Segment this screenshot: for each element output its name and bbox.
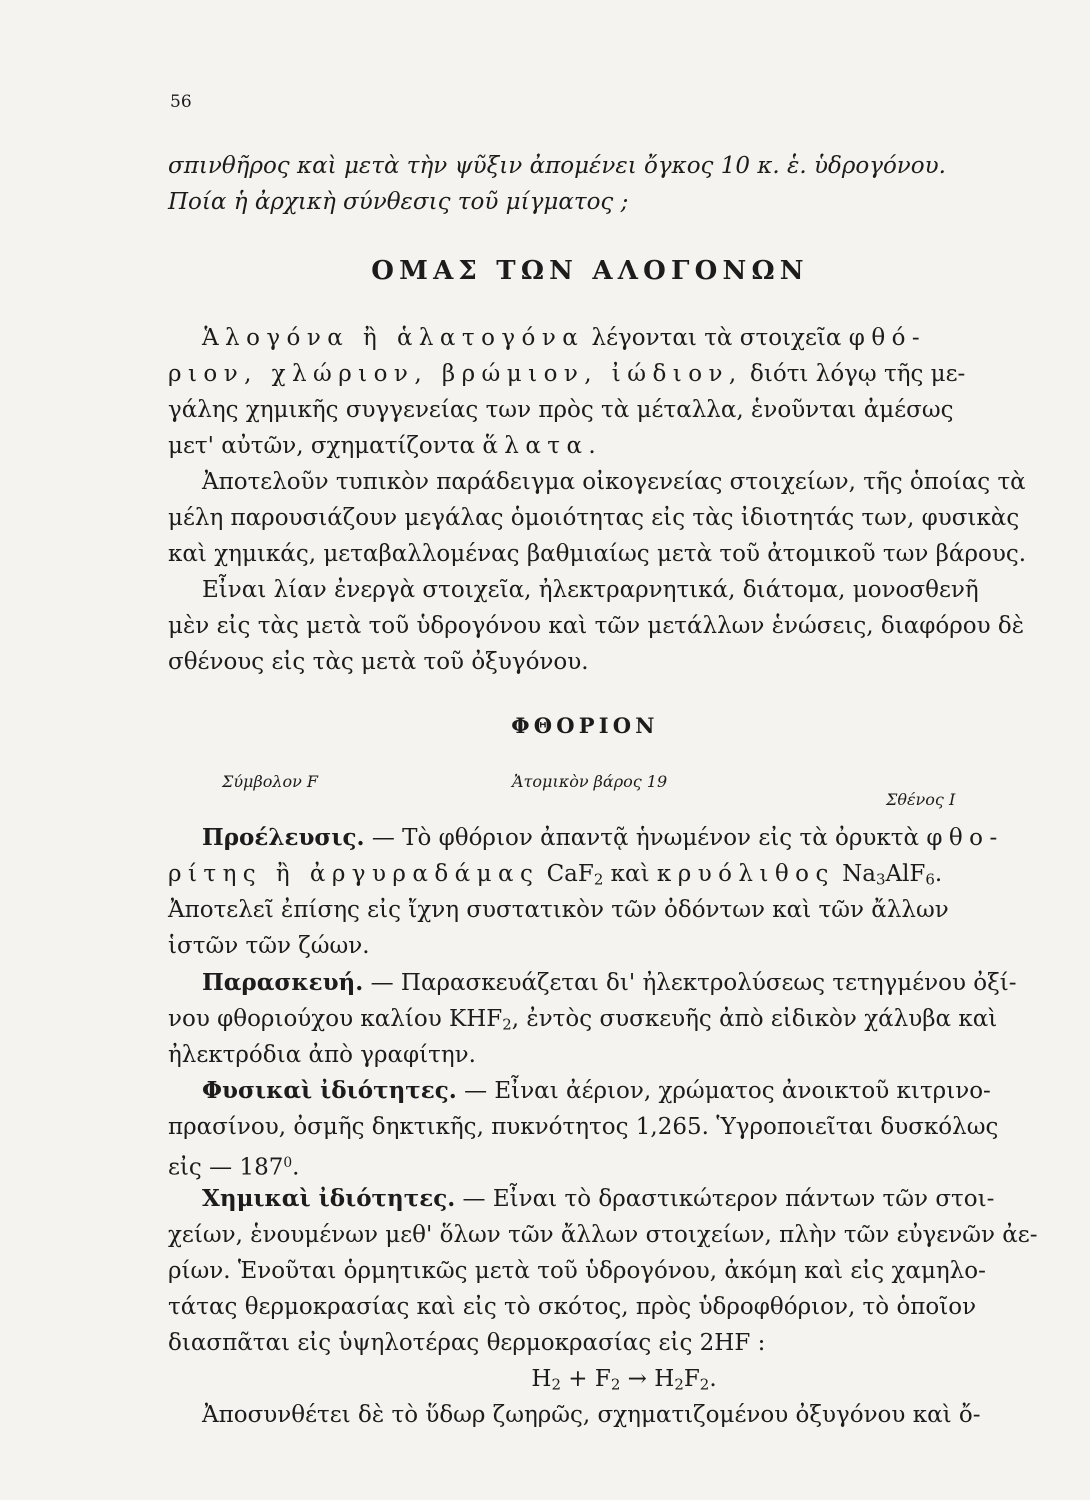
intro-line-2: Ποία ἡ ἀρχικὴ σύνθεσις τοῦ μίγματος ;	[168, 189, 629, 215]
section-heading-fluorine: ΦΘΟΡΙΟΝ	[511, 713, 659, 738]
p1-line-3: γάλης χημικῆς συγγενείας των πρὸς τὰ μέταλλα, ἑνοῦνται ἀμέσως	[168, 397, 954, 423]
origin-spaced-fluorite: φθο-	[926, 825, 1004, 851]
intro-paragraph	[168, 148, 1040, 220]
section-heading-halogens: ΟΜΑΣ ΤΩΝ ΑΛΟΓΟΝΩΝ	[371, 256, 809, 286]
intro-line-1: σπινθῆρος καὶ μετὰ τὴν ψῦξιν ἀπομένει ὄγκος 10 κ. ἑ. ὑδρογόνου.	[168, 153, 946, 179]
formula-na3alf6: $Na_3AlF_6$	[842, 861, 935, 889]
p1-term-fluorine: φθό-	[848, 325, 927, 351]
p3-line-3: σθένους εἰς τὰς μετὰ τοῦ ὀξυγόνου.	[168, 649, 589, 675]
formula-caf2: CaF$_2$	[546, 861, 604, 889]
chemical-properties-paragraph	[168, 1181, 1040, 1433]
p3-line-2: μὲν εἰς τὰς μετὰ τοῦ ὑδρογόνου καὶ τῶν μετάλλων ἑνώσεις, διαφόρου δὲ	[168, 613, 1025, 639]
physical-label: Φυσικαὶ ἰδιότητες.	[202, 1077, 457, 1104]
chem-line-4: τάτας θερμοκρασίας καὶ εἰς τὸ σκότος, πρὸς ὑδροφθόριον, τὸ ὁποῖον	[168, 1294, 977, 1320]
p1-spaced-salts: ἅλατα.	[482, 433, 603, 459]
preparation-paragraph	[168, 965, 1040, 1073]
p1-line-4-head: μετ' αὐτῶν, σχηματίζοντα	[168, 433, 483, 459]
chem-line-3: ρίων. Ἑνοῦται ὁρμητικῶς μετὰ τοῦ ὑδρογόνου, ἀκόμη καὶ εἰς χαμηλο-	[168, 1258, 986, 1284]
chem-line-6: Ἀποσυνθέτει δὲ τὸ ὕδωρ ζωηρῶς, σχηματιζομένου ὀξυγόνου καὶ ὄ-	[202, 1402, 981, 1428]
p3-line-1: Εἶναι λίαν ἐνεργὰ στοιχεῖα, ἠλεκτραρνητικά, διάτομα, μονοσθενῆ	[202, 577, 979, 603]
phys-line-2: πρασίνου, ὀσμῆς δηκτικῆς, πυκνότητος 1,265. Ὑγροποιεῖται δυσκόλως	[168, 1114, 999, 1140]
origin-line-4: ἱστῶν τῶν ζώων.	[168, 933, 370, 959]
origin-spaced-cryolite: κρυόλιθος	[656, 861, 835, 887]
valence: Σθένος I	[886, 790, 956, 809]
chemical-label: Χημικαὶ ἰδιότητες.	[202, 1185, 456, 1212]
page-number: 56	[170, 92, 192, 112]
p1-spaced-elements: ριον, χλώριον, βρώμιον, ἰώδιον,	[168, 361, 743, 387]
phys-line-1: Φυσικαὶ ἰδιότητες. — Εἶναι ἀέριον, χρώματος ἀνοικτοῦ κιτρινο-	[202, 1077, 991, 1104]
p1-line-2	[168, 356, 1040, 392]
atomic-weight: Ἀτομικὸν βάρος 19	[512, 772, 668, 791]
p2-line-3: καὶ χημικάς, μεταβαλλομένας βαθμιαίως μετὰ τοῦ ἀτομικοῦ των βάρους.	[168, 541, 1027, 567]
p1-line-2-rest: διότι λόγῳ τῆς με-	[742, 361, 966, 387]
physical-properties-paragraph	[168, 1073, 1040, 1181]
prep-line-1: Παρασκευή. — Παρασκευάζεται δι' ἠλεκτρολύσεως τετηγμένου ὀξί-	[202, 969, 1017, 996]
origin-spaced-minerals: ρίτης ἢ ἀργυραδάμας	[168, 861, 540, 887]
p1-spaced-term: Ἁλογόνα ἢ ἁλατογόνα	[202, 325, 585, 351]
origin-line-2: ρίτης ἢ ἀργυραδάμας CaF$_2$ καὶ κρυόλιθος $Na_3AlF_6$.	[168, 861, 943, 889]
phys-line-3: εἰς — $187^0$.	[168, 1154, 300, 1181]
prep-line-2: νου φθοριούχου καλίου $KHF_2$, ἐντὸς συσκευῆς ἀπὸ εἰδικὸν χάλυβα καὶ	[168, 1006, 998, 1034]
p1-line-1	[168, 320, 1040, 356]
element-symbol: Σύμβολον F	[222, 772, 319, 791]
halogens-paragraph-3	[168, 572, 1040, 680]
prep-line-3: ἠλεκτρόδια ἀπὸ γραφίτην.	[168, 1042, 476, 1068]
p1-line-1-rest: λέγονται τὰ στοιχεῖα	[584, 325, 849, 351]
chem-line-1: Χημικαὶ ἰδιότητες. — Εἶναι τὸ δραστικώτερον πάντων τῶν στοι-	[202, 1185, 995, 1212]
halogens-paragraph-2	[168, 464, 1040, 572]
p1-line-4	[168, 428, 1040, 464]
chem-line-2: χείων, ἑνουμένων μεθ' ὅλων τῶν ἄλλων στοιχείων, πλὴν τῶν εὐγενῶν ἀε-	[168, 1222, 1038, 1248]
chem-line-5: διασπᾶται εἰς ὑψηλοτέρας θερμοκρασίας εἰς 2HF :	[168, 1330, 766, 1356]
origin-line-3: Ἀποτελεῖ ἐπίσης εἰς ἴχνη συστατικὸν τῶν ὀδόντων καὶ τῶν ἄλλων	[168, 897, 949, 923]
chemical-equation: $H_2 + F_2 \to H_2F_2$.	[531, 1366, 717, 1394]
p2-line-1: Ἀποτελοῦν τυπικὸν παράδειγμα οἰκογενείας στοιχείων, τῆς ὁποίας τὰ	[202, 469, 1026, 495]
origin-label: Προέλευσις.	[202, 824, 365, 851]
origin-line-1	[168, 820, 1040, 856]
preparation-label: Παρασκευή.	[202, 969, 364, 996]
p2-line-2: μέλη παρουσιάζουν μεγάλας ὁμοιότητας εἰς τὰς ἰδιοτητάς των, φυσικὰς	[168, 505, 1020, 531]
origin-paragraph	[168, 820, 1040, 964]
halogens-paragraph-1	[168, 320, 1040, 464]
origin-line-1-rest: — Τὸ φθόριον ἀπαντᾷ ἡνωμένον εἰς τὰ ὀρυκτὰ	[364, 825, 927, 851]
